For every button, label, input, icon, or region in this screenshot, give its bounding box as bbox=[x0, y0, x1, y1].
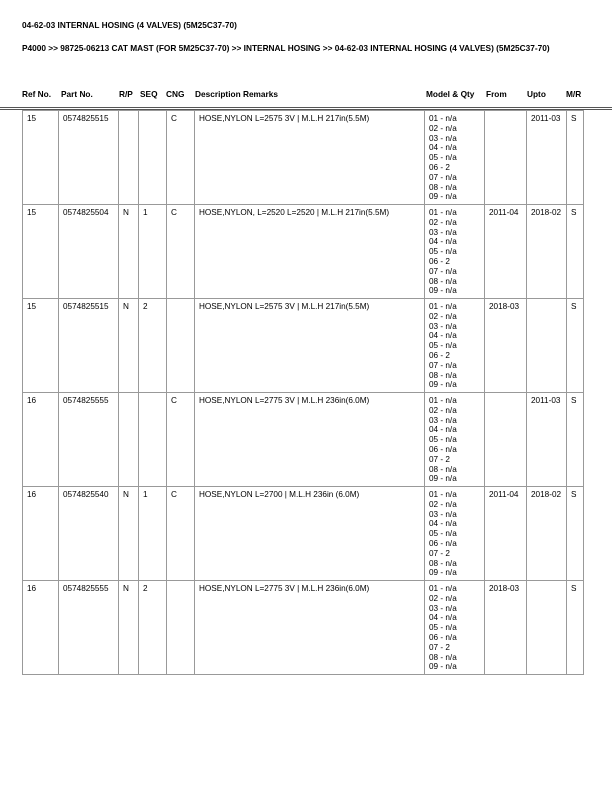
model-qty-line: 07 - n/a bbox=[429, 360, 457, 370]
mr-cell: S bbox=[567, 581, 584, 675]
page-title: 04-62-03 INTERNAL HOSING (4 VALVES) (5M25C37-70) bbox=[22, 20, 237, 30]
mr-cell: S bbox=[567, 111, 584, 205]
mr-cell: S bbox=[567, 487, 584, 581]
model-qty-line: 01 - n/a bbox=[429, 396, 457, 405]
model-qty-line: 02 - n/a bbox=[429, 499, 457, 509]
model-qty-line: 03 - n/a bbox=[429, 133, 457, 143]
rp-cell bbox=[119, 111, 139, 205]
model-qty-line: 01 - n/a bbox=[429, 490, 457, 499]
table-row bbox=[23, 299, 584, 393]
rp-cell: N bbox=[119, 581, 139, 675]
upto-cell bbox=[527, 299, 567, 393]
model-qty-line: 05 - n/a bbox=[429, 341, 457, 351]
model-qty-line: 05 - n/a bbox=[429, 153, 457, 163]
model-qty-line: 02 - n/a bbox=[429, 217, 457, 227]
mr-cell: S bbox=[567, 299, 584, 393]
model-qty-line: 06 - n/a bbox=[429, 632, 457, 642]
model-qty-line: 03 - n/a bbox=[429, 603, 457, 613]
model-qty-line: 07 - n/a bbox=[429, 266, 457, 276]
from-cell: 2018-03 bbox=[485, 299, 527, 393]
model-qty-line: 08 - n/a bbox=[429, 464, 457, 474]
model-qty-line: 04 - n/a bbox=[429, 143, 457, 153]
model-qty-line: 03 - n/a bbox=[429, 321, 457, 331]
mr-cell: S bbox=[567, 393, 584, 487]
model-qty-line: 06 - n/a bbox=[429, 444, 457, 454]
table-row bbox=[23, 393, 584, 487]
model-qty-line: 08 - n/a bbox=[429, 370, 457, 380]
rp-cell: N bbox=[119, 205, 139, 299]
description-cell: HOSE,NYLON L=2775 3V | M.L.H 236in(6.0M) bbox=[195, 581, 425, 675]
model-qty-line: 06 - n/a bbox=[429, 538, 457, 548]
from-cell: 2011-04 bbox=[485, 205, 527, 299]
breadcrumb: P4000 >> 98725-06213 CAT MAST (FOR 5M25C37-70) >> INTERNAL HOSING >> 04-62-03 INTERNAL HOSING (4 VALVES) (5M25C37-70) bbox=[22, 43, 550, 53]
ref-cell: 16 bbox=[23, 581, 59, 675]
part-number-cell: 0574825504 bbox=[59, 205, 119, 299]
model-qty-line: 03 - n/a bbox=[429, 415, 457, 425]
description-cell: HOSE,NYLON L=2575 3V | M.L.H 217in(5.5M) bbox=[195, 111, 425, 205]
model-qty-line: 08 - n/a bbox=[429, 558, 457, 568]
model-qty-cell bbox=[425, 299, 485, 393]
model-qty-line: 01 - n/a bbox=[429, 302, 457, 311]
mr-cell: S bbox=[567, 205, 584, 299]
ref-cell: 16 bbox=[23, 393, 59, 487]
table-row bbox=[23, 111, 584, 205]
header-rp: R/P bbox=[119, 89, 133, 99]
rp-cell bbox=[119, 393, 139, 487]
description-cell: HOSE,NYLON, L=2520 L=2520 | M.L.H 217in(5.5M) bbox=[195, 205, 425, 299]
model-qty-line: 05 - n/a bbox=[429, 435, 457, 445]
model-qty-line: 04 - n/a bbox=[429, 425, 457, 435]
model-qty-line: 01 - n/a bbox=[429, 208, 457, 217]
model-qty-cell bbox=[425, 487, 485, 581]
parts-table bbox=[22, 110, 584, 675]
cng-cell bbox=[167, 581, 195, 675]
model-qty-cell bbox=[425, 205, 485, 299]
cng-cell: C bbox=[167, 393, 195, 487]
rp-cell: N bbox=[119, 299, 139, 393]
header-from: From bbox=[486, 89, 507, 99]
model-qty-line: 04 - n/a bbox=[429, 613, 457, 623]
model-qty-line: 07 - 2 bbox=[429, 454, 450, 464]
model-qty-line: 04 - n/a bbox=[429, 519, 457, 529]
seq-cell bbox=[139, 111, 167, 205]
description-cell: HOSE,NYLON L=2700 | M.L.H 236in (6.0M) bbox=[195, 487, 425, 581]
model-qty-line: 05 - n/a bbox=[429, 247, 457, 257]
model-qty-line: 03 - n/a bbox=[429, 509, 457, 519]
header-desc: Description Remarks bbox=[195, 89, 279, 99]
header-mr: M/R bbox=[566, 89, 582, 99]
model-qty-line: 09 - n/a bbox=[429, 662, 457, 672]
model-qty-line: 09 - n/a bbox=[429, 192, 457, 202]
seq-cell: 1 bbox=[139, 205, 167, 299]
model-qty-line: 01 - n/a bbox=[429, 584, 457, 593]
model-qty-line: 06 - 2 bbox=[429, 162, 450, 172]
part-number-cell: 0574825540 bbox=[59, 487, 119, 581]
seq-cell bbox=[139, 393, 167, 487]
model-qty-line: 02 - n/a bbox=[429, 311, 457, 321]
table-row bbox=[23, 487, 584, 581]
model-qty-line: 06 - 2 bbox=[429, 256, 450, 266]
cng-cell bbox=[167, 299, 195, 393]
part-number-cell: 0574825555 bbox=[59, 581, 119, 675]
model-qty-line: 08 - n/a bbox=[429, 652, 457, 662]
seq-cell: 2 bbox=[139, 581, 167, 675]
model-qty-line: 06 - 2 bbox=[429, 350, 450, 360]
part-number-cell: 0574825515 bbox=[59, 299, 119, 393]
description-cell: HOSE,NYLON L=2775 3V | M.L.H 236in(6.0M) bbox=[195, 393, 425, 487]
model-qty-line: 01 - n/a bbox=[429, 114, 457, 123]
from-cell bbox=[485, 393, 527, 487]
part-number-cell: 0574825515 bbox=[59, 111, 119, 205]
cng-cell: C bbox=[167, 205, 195, 299]
model-qty-line: 02 - n/a bbox=[429, 593, 457, 603]
upto-cell: 2018-02 bbox=[527, 487, 567, 581]
header-model: Model & Qty bbox=[426, 89, 475, 99]
model-qty-line: 08 - n/a bbox=[429, 276, 457, 286]
model-qty-line: 05 - n/a bbox=[429, 623, 457, 633]
model-qty-line: 09 - n/a bbox=[429, 286, 457, 296]
model-qty-line: 03 - n/a bbox=[429, 227, 457, 237]
header-part: Part No. bbox=[61, 89, 93, 99]
upto-cell: 2011-03 bbox=[527, 393, 567, 487]
description-cell: HOSE,NYLON L=2575 3V | M.L.H 217in(5.5M) bbox=[195, 299, 425, 393]
model-qty-line: 02 - n/a bbox=[429, 123, 457, 133]
model-qty-cell bbox=[425, 111, 485, 205]
model-qty-line: 07 - n/a bbox=[429, 172, 457, 182]
model-qty-line: 07 - 2 bbox=[429, 642, 450, 652]
header-seq: SEQ bbox=[140, 89, 158, 99]
model-qty-cell bbox=[425, 581, 485, 675]
ref-cell: 15 bbox=[23, 205, 59, 299]
model-qty-line: 04 - n/a bbox=[429, 331, 457, 341]
from-cell: 2011-04 bbox=[485, 487, 527, 581]
model-qty-line: 09 - n/a bbox=[429, 380, 457, 390]
model-qty-line: 08 - n/a bbox=[429, 182, 457, 192]
seq-cell: 1 bbox=[139, 487, 167, 581]
model-qty-line: 04 - n/a bbox=[429, 237, 457, 247]
model-qty-line: 09 - n/a bbox=[429, 474, 457, 484]
upto-cell: 2011-03 bbox=[527, 111, 567, 205]
cng-cell: C bbox=[167, 111, 195, 205]
upto-cell: 2018-02 bbox=[527, 205, 567, 299]
upto-cell bbox=[527, 581, 567, 675]
header-cng: CNG bbox=[166, 89, 185, 99]
ref-cell: 15 bbox=[23, 299, 59, 393]
seq-cell: 2 bbox=[139, 299, 167, 393]
header-ref: Ref No. bbox=[22, 89, 52, 99]
ref-cell: 16 bbox=[23, 487, 59, 581]
model-qty-line: 02 - n/a bbox=[429, 405, 457, 415]
table-row bbox=[23, 581, 584, 675]
from-cell: 2018-03 bbox=[485, 581, 527, 675]
model-qty-line: 05 - n/a bbox=[429, 529, 457, 539]
rp-cell: N bbox=[119, 487, 139, 581]
model-qty-cell bbox=[425, 393, 485, 487]
model-qty-line: 09 - n/a bbox=[429, 568, 457, 578]
from-cell bbox=[485, 111, 527, 205]
ref-cell: 15 bbox=[23, 111, 59, 205]
part-number-cell: 0574825555 bbox=[59, 393, 119, 487]
cng-cell: C bbox=[167, 487, 195, 581]
model-qty-line: 07 - 2 bbox=[429, 548, 450, 558]
header-upto: Upto bbox=[527, 89, 546, 99]
table-row bbox=[23, 205, 584, 299]
